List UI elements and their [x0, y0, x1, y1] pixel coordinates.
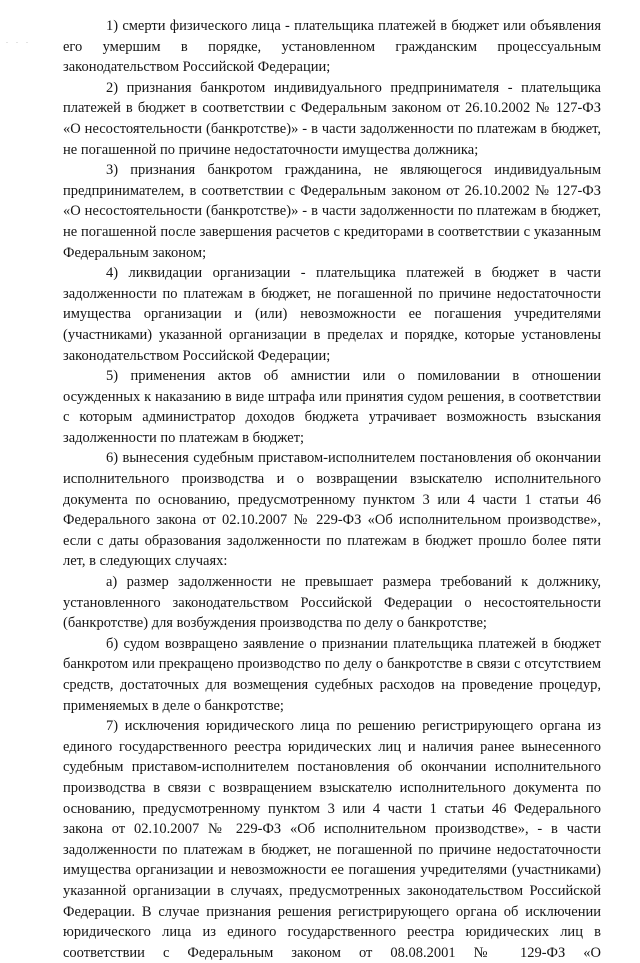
paragraph-item-4: 4) ликвидации организации - плательщика платежей в бюджет в части задолженности по платежам в бюджет, не погашенной по причине недостаточности имущества организации и (или) невозможности ее погашения учредителями (участниками) указанной организации в пределах и порядке, которые установлены законодательством Российской Федерации; [63, 265, 601, 364]
document-body [63, 16, 601, 963]
scan-artifact-marks: . . . [6, 36, 31, 45]
paragraph-item-3: 3) признания банкротом гражданина, не являющегося индивидуальным предпринимателем, в соответствии с Федеральным законом от 26.10.2002 № 127-ФЗ «О несостоятельности (банкротстве)» - в части задолженности по платежам в бюджет, не погашенной после завершения расчетов с кредиторами в соответствии с указанным Федеральным законом; [63, 162, 601, 261]
paragraph-subitem-b: б) судом возвращено заявление о признании плательщика платежей в бюджет банкротом или прекращено производство по делу о банкротстве в связи с отсутствием средств, достаточных для возмещения судебных расходов на проведение процедур, применяемых в деле о банкротстве; [63, 635, 601, 714]
paragraph-item-6: 6) вынесения судебным приставом-исполнителем постановления об окончании исполнительного производства и о возвращении взыскателю исполнительного документа по основанию, предусмотренному пунктом 3 или 4 части 1 статьи 46 Федерального закона от 02.10.2007 № 229-ФЗ «Об исполнительном производстве», если с даты образования задолженности по платежам в бюджет прошло более пяти лет, в следующих случаях: [63, 450, 601, 570]
paragraph-subitem-a: а) размер задолженности не превышает размера требований к должнику, установленного законодательством Российской Федерации о несостоятельности (банкротстве) для возбуждения производства по делу о банкротстве; [63, 574, 601, 632]
paragraph-item-7: 7) исключения юридического лица по решению регистрирующего органа из единого государственного реестра юридических лиц и наличия ранее вынесенного судебным приставом-исполнителем постановления об окончании исполнительного производства в связи с возвращением взыскателю исполнительного документа по основанию, предусмотренному пунктом 3 или 4 части 1 статьи 46 Федерального закона от 02.10.2007 № 229-ФЗ «Об исполнительном производстве», - в части задолженности по платежам в бюджет, не погашенной по причине недостаточности имущества организации и невозможности ее погашения учредителями (участниками) указанной организации в случаях, предусмотренных законодательством Российской Федерации. В случае признания решения регистрирующего органа об исключении юридического лица из единого государственного реестра юридических лиц в соответствии с Федеральным законом от 08.08.2001 № 129-ФЗ «О [63, 718, 601, 961]
paragraph-item-1: 1) смерти физического лица - плательщика платежей в бюджет или объявления его умершим в порядке, установленном гражданским процессуальным законодательством Российской Федерации; [63, 18, 601, 76]
paragraph-item-2: 2) признания банкротом индивидуального предпринимателя - плательщика платежей в бюджет в соответствии с Федеральным законом от 26.10.2002 № 127-ФЗ «О несостоятельности (банкротстве)» - в части задолженности по платежам в бюджет, не погашенной по причине недостаточности имущества должника; [63, 79, 601, 158]
paragraph-item-5: 5) применения актов об амнистии или о помиловании в отношении осужденных к наказанию в виде штрафа или принятия судом решения, в соответствии с которым администратор доходов бюджета утрачивает возможность взыскания задолженности по платежам в бюджет; [63, 368, 601, 446]
